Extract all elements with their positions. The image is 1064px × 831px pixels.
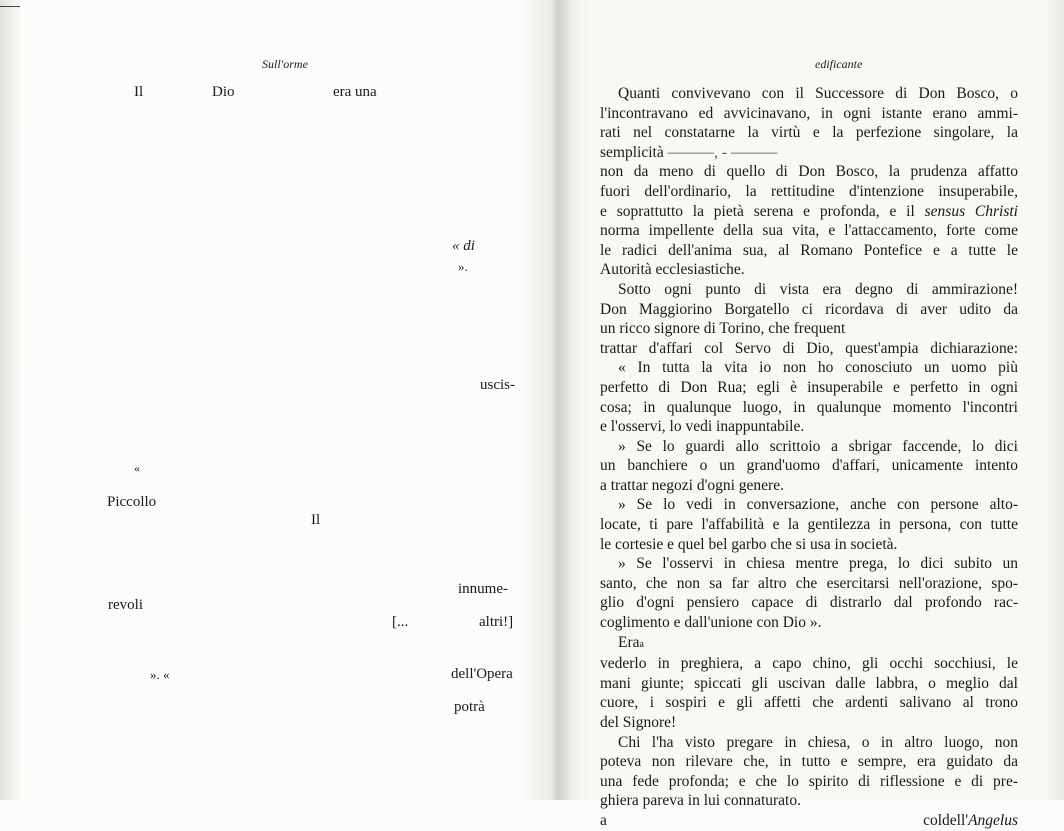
text-line: coglimento e dall'unione con Dio ».	[600, 614, 822, 632]
text-line: Don Maggiorino Borgatello ci ricordava di aver udito da	[600, 300, 1018, 318]
fragment-revoli: revoli	[108, 597, 143, 613]
left-running-head: Sull'orme	[262, 57, 308, 71]
text-line	[600, 811, 1018, 831]
obscured-text-mark: ———, ‑ ———	[667, 143, 778, 161]
fragment-dio: Dio	[212, 84, 235, 100]
text-line: « In tutta la vita io non ho conosciuto un uomo più	[618, 359, 1018, 377]
fragment-piccollo: Piccollo	[107, 494, 157, 510]
book-gutter-shadow	[520, 0, 590, 800]
text-line-part: a	[639, 638, 644, 650]
text-line: Autorità ecclesiastiche.	[600, 261, 745, 279]
text-line: » Se l'osservi in chiesa mentre prega, lo dici subito un	[618, 555, 1018, 573]
text-line: non da meno di quello di Don Bosco, la prudenza affatto	[600, 163, 1018, 181]
fragment-ellipsis: [...	[392, 614, 409, 630]
text-line: Chi l'ha visto pregare in chiesa, o in altro luogo, non	[618, 733, 1018, 751]
scan-corner-mark	[0, 6, 20, 7]
text-line: rati nel constatarne la virtù e la perfezione singolare, la	[600, 124, 1018, 142]
text-line: cosa; in qualunque luogo, in qualunque momento l'incontri	[600, 398, 1018, 416]
text-line: e l'osservi, lo vedi inappuntabile.	[600, 418, 805, 436]
left-page	[0, 0, 552, 800]
text-line-part: semplicità	[600, 143, 664, 161]
right-running-head: edificante	[815, 57, 863, 71]
text-line-part: e soprattutto la pietà serena e profonda, e il	[600, 202, 915, 220]
text-line: Sotto ogni punto di vista era degno di ammirazione!	[618, 280, 1018, 298]
fragment-quote-di: « di	[452, 238, 475, 254]
text-line: mani giunte; spiccati gli uscivan dalle labbra, o meglio dal	[600, 674, 1018, 692]
text-line: ghiera pareva in lui connaturato.	[600, 792, 801, 810]
text-line: le radici dell'anima sua, al Romano Pontefice e a tutte le	[600, 241, 1018, 259]
fragment-close-quote: ».	[458, 259, 468, 274]
text-line: norma impellente della sua vita, e l'attaccamento, forte come	[600, 222, 1018, 240]
fragment-uscis: uscis-	[480, 377, 515, 393]
text-line-part: Era	[618, 633, 640, 651]
text-line: » Se lo vedi in conversazione, anche con persone alto-	[618, 496, 1018, 514]
text-line: una fede profonda; e che lo spirito di riflessione e di pre-	[600, 772, 1018, 790]
text-line: trattar d'affari col Servo di Dio, quest'ampia dichiarazione:	[600, 339, 1018, 357]
page-edge-shadow-right	[1046, 0, 1064, 800]
text-line: Quanti convivevano con il Successore di Don Bosco, o	[618, 85, 1018, 102]
fragment-il-2: Il	[311, 512, 321, 528]
text-line-italic: Angelus	[968, 811, 1018, 829]
text-line: del Signore!	[600, 714, 677, 731]
fragment-innume: innume-	[458, 581, 508, 597]
text-line: fuori dell'ordinario, la rettitudine d'intenzione insuperabile,	[600, 182, 1018, 200]
text-line: perfetto di Don Rua; egli è insuperabile e perfetto in ogni	[600, 378, 1018, 396]
page-edge-shadow	[0, 0, 22, 800]
text-line-part	[942, 812, 1018, 829]
text-line: cuore, i sospiri e gli affetti che ardenti salivano al trono	[600, 694, 1018, 712]
fragment-era-una: era una	[333, 84, 377, 100]
fragment-dell-opera: dell'Opera	[451, 666, 513, 682]
text-line	[600, 633, 1018, 655]
fragment-quote-pair: ». «	[150, 667, 170, 682]
text-line: le cortesie e quel bel garbo che si usa in società.	[600, 535, 898, 553]
text-line: un banchiere o un grand'uomo d'affari, unicamente intento	[600, 457, 1018, 475]
text-line	[600, 143, 1018, 163]
text-line: glio d'ogni pensiero capace di distrarlo dal profondo rac-	[600, 594, 1018, 612]
fragment-il: Il	[134, 84, 144, 100]
text-line: vederlo in preghiera, a capo chino, gli occhi socchiusi, le	[600, 655, 1018, 673]
text-line: locate, ti pare l'affabilità e la gentilezza in persona, con tutte	[600, 516, 1018, 534]
text-line: » Se lo guardi allo scrittoio a sbrigar faccende, lo dici	[618, 437, 1018, 455]
text-line: santo, che non sa far altro che esercitarsi nell'orazione, spo-	[600, 574, 1018, 592]
right-body-text	[600, 84, 1018, 831]
fragment-potra: potrà	[454, 699, 485, 715]
text-line: a trattar negozi d'ogni genere.	[600, 476, 784, 494]
right-page	[552, 0, 1064, 829]
fragment-altri: altri!]	[479, 614, 514, 630]
text-line: un ricco signore di Torino, che frequent	[600, 320, 846, 338]
text-line-part: a col	[600, 811, 943, 829]
text-line-part: dell'	[942, 811, 969, 829]
fragment-open-quote: «	[134, 461, 140, 475]
text-line: poteva non rilevare che, in tutto e sempre, era guidato da	[600, 753, 1018, 771]
text-line: l'incontravano ed avvicinavano, in ogni istante erano ammi-	[600, 104, 1018, 122]
text-line-italic: sensus Christi	[924, 202, 1018, 220]
text-line	[600, 202, 1018, 222]
